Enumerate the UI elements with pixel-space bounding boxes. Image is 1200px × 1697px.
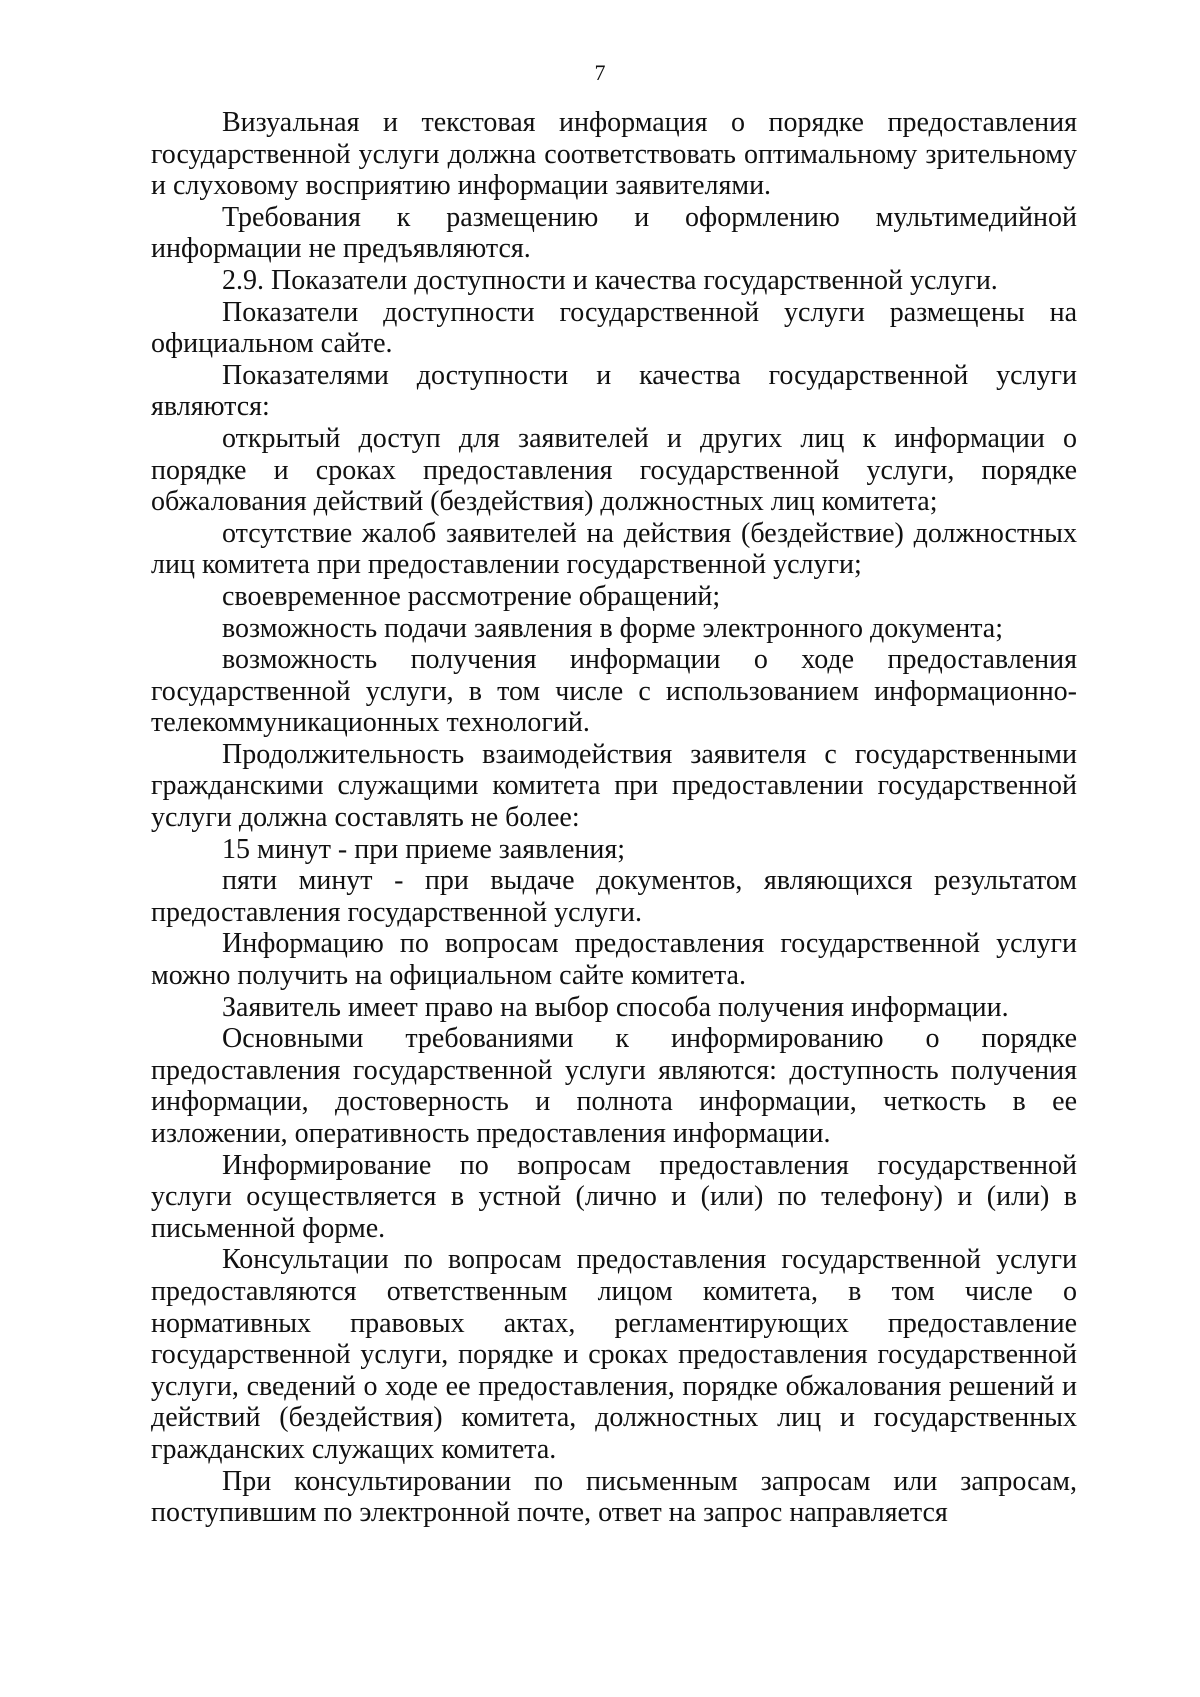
list-item: возможность получения информации о ходе предоставления государственной услуги, в том числе с использованием информационно-телекоммуникационных технологий. bbox=[151, 644, 1077, 739]
list-item: 15 минут - при приеме заявления; bbox=[222, 833, 626, 865]
paragraph: Заявитель имеет право на выбор способа получения информации. bbox=[222, 991, 1009, 1023]
paragraph: Информирование по вопросам предоставления государственной услуги осуществляется в устной (лично и (или) по телефону) и (или) в письменной форме. bbox=[151, 1149, 1077, 1244]
list-item: своевременное рассмотрение обращений; bbox=[222, 580, 721, 612]
list-item: отсутствие жалоб заявителей на действия (бездействие) должностных лиц комитета при предоставлении государственной услуги; bbox=[151, 517, 1077, 581]
page-number: 7 bbox=[594, 60, 606, 85]
list-item: открытый доступ для заявителей и других лиц к информации о порядке и сроках предоставления государственной услуги, порядке обжалования действий (бездействия) должностных лиц комитета; bbox=[151, 422, 1077, 518]
list-item: пяти минут - при выдаче документов, являющихся результатом предоставления государственной услуги. bbox=[151, 865, 1077, 928]
paragraph: При консультировании по письменным запросам или запросам, поступившим по электронной почте, ответ на запрос направляется bbox=[151, 1465, 1077, 1529]
section-heading: 2.9. Показатели доступности и качества государственной услуги. bbox=[222, 264, 998, 296]
paragraph: Требования к размещению и оформлению мультимедийной информации не предъявляются. bbox=[151, 201, 1077, 265]
list-item: возможность подачи заявления в форме электронного документа; bbox=[222, 612, 1004, 644]
paragraph: Консультации по вопросам предоставления государственной услуги предоставляются ответственным лицом комитета, в том числе о нормативных правовых актах, регламентирующих предоставление государственной услуги, порядке и сроках предоставления государственной услуги, сведений о ходе ее предоставления, порядке обжалования решений и действий (бездействия) комитета, должностных лиц и государственных гражданских служащих комитета. bbox=[151, 1244, 1077, 1465]
paragraph: Информацию по вопросам предоставления государственной услуги можно получить на официальном сайте комитета. bbox=[151, 928, 1077, 992]
paragraph: Продолжительность взаимодействия заявителя с государственными гражданскими служащими комитета при предоставлении государственной услуги должна составлять не более: bbox=[151, 738, 1077, 834]
paragraph: Показатели доступности государственной услуги размещены на официальном сайте. bbox=[151, 296, 1077, 360]
document-body bbox=[151, 107, 1077, 1529]
paragraph: Показателями доступности и качества государственной услуги являются: bbox=[151, 359, 1077, 423]
paragraph: Основными требованиями к информированию о порядке предоставления государственной услуги являются: доступность получения информации, достоверность и полнота информации, четкость в ее изложении, оперативность предоставления информации. bbox=[151, 1023, 1077, 1149]
paragraph: Визуальная и текстовая информация о порядке предоставления государственной услуги должна соответствовать оптимальному зрительному и слуховому восприятию информации заявителями. bbox=[151, 107, 1077, 202]
